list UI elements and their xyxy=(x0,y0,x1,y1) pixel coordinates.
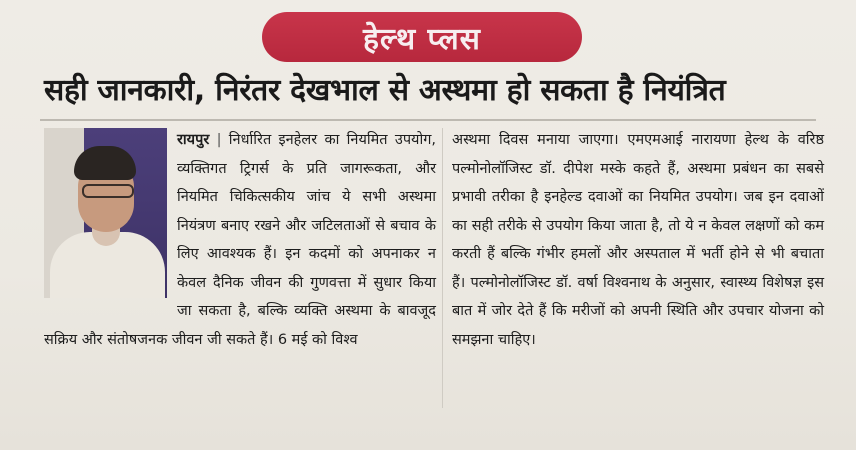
section-banner xyxy=(262,12,582,62)
article-headline: सही जानकारी, निरंतर देखभाल से अस्थमा हो सकता है नियंत्रित xyxy=(44,73,726,108)
article-column-2-text: अस्थमा दिवस मनाया जाएगा। एमएमआई नारायणा हेल्थ के वरिष्ठ पल्मोनोलॉजिस्ट डॉ. दीपेश मस्के कहते हैं, अस्थमा प्रबंधन का सबसे प्रभावी तरीका है इनहेल्ड दवाओं का नियमित उपयोग। जब इन दवाओं का सही तरीके से उपयोग किया जाता है, तो ये न केवल लक्षणों को कम करती हैं बल्कि गंभीर हमलों और अस्पताल में भर्ती होने से भी बचाता हैं। पल्मोनोलॉजिस्ट डॉ. वर्षा विश्वनाथ के अनुसार, स्वास्थ्य विशेषज्ञ इस बात में जोर देते हैं कि मरीजों को अपनी स्थिति और उपचार योजना को समझना चाहिए। xyxy=(452,132,824,348)
article-column-1 xyxy=(44,126,436,426)
article-column-2 xyxy=(452,126,824,426)
article-column-1-text: निर्धारित इनहेलर का नियमित उपयोग, व्यक्तिगत ट्रिगर्स के प्रति जागरूकता, और नियमित चिकित्सकीय जांच ये सभी अस्थमा नियंत्रण बनाए रखने और जटिलताओं से बचाव के लिए आवश्यक हैं। इन कदमों को अपनाकर न केवल दैनिक जीवन की गुणवत्ता में सुधार किया जा सकता है, बल्कि व्यक्ति अस्थमा के बावजूद सक्रिय और संतोषजनक जीवन जी सकते हैं। 6 मई को विश्व xyxy=(44,132,436,348)
dateline-separator: | xyxy=(216,132,229,148)
headline-divider xyxy=(40,119,816,121)
article-dateline: रायपुर xyxy=(177,132,210,148)
section-banner-label: हेल्थ प्लस xyxy=(363,21,481,57)
doctor-photo xyxy=(44,128,167,298)
column-divider xyxy=(442,128,443,408)
